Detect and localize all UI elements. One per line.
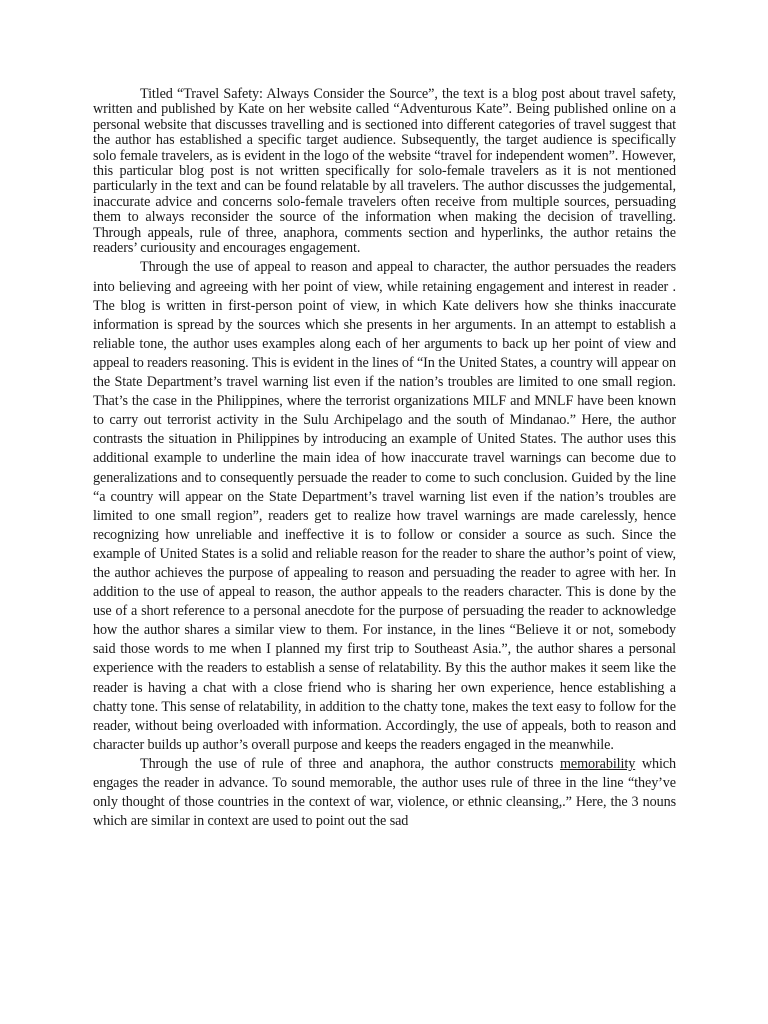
document-page	[93, 87, 676, 831]
paragraph-text-end: which engages the reader in advance. To sound memorable, the author uses rule of three in the line “they’ve only thought of those countries in the context of war, violence, or ethnic cleansing,.” Here, the 3 nouns which are similar in context are used to point out the sad	[93, 755, 676, 830]
underlined-word: memorability	[559, 755, 636, 772]
paragraph-introduction	[93, 87, 676, 256]
paragraph-appeals	[93, 258, 676, 754]
paragraph-text-start: Through the use of rule of three and anaphora, the author constructs	[140, 755, 560, 772]
paragraph-text: Titled “Travel Safety: Always Consider the Source”, the text is a blog post about travel safety, written and published by Kate on her website called “Adventurous Kate”. Being published online on a personal website that discusses travelling and is sectioned into different categories of travel suggest that the author has established a specific target audience. Subsequently, the target audience is specifically solo female travelers, as is evident in the logo of the website “travel for independent women”. However, this particular blog post is not written specifically for solo-female travelers as it is not mentioned particularly in the text and can be found relatable by all travelers. The author discusses the judgemental, inaccurate advice and concerns solo-female travelers often receive from multiple sources, persuading them to always reconsider the source of the information when making the decision of travelling. Through appeals, rule of three, anaphora, comments section and hyperlinks, the author retains the readers’ curiousity and encourages engagement.	[93, 86, 676, 257]
paragraph-rule-of-three	[93, 755, 676, 831]
paragraph-text: Through the use of appeal to reason and appeal to character, the author persuades the readers into believing and agreeing with her point of view, while retaining engagement and interest in reader . The blog is written in first-person point of view, in which Kate delivers how she thinks inaccurate information is spread by the sources which she presents in her arguments. In an attempt to establish a reliable tone, the author uses examples along each of her arguments to back up her point of view and appeal to readers reasoning. This is evident in the lines of “In the United States, a country will appear on the State Department’s travel warning list even if the nation’s troubles are limited to one small region. That’s the case in the Philippines, where the terrorist organizations MILF and MNLF have been known to carry out terrorist activity in the Sulu Archipelago and the south of Mindanao.” Here, the author contrasts the situation in Philippines by introducing an example of United States. The author uses this additional example to underline the main idea of how inaccurate travel warnings can become due to generalizations and to consequently persuade the reader to come to such conclusion. Guided by the line “a country will appear on the State Department’s travel warning list even if the nation’s troubles are limited to one small region”, readers get to realize how travel warnings are made carelessly, hence recognizing how unreliable and ineffective it is to follow or consider a source as such. Since the example of United States is a solid and reliable reason for the reader to share the author’s point of view, the author achieves the purpose of appealing to reason and persuading the reader to agree with her. In addition to the use of appeal to reason, the author appeals to the readers character. This is done by the use of a short reference to a personal anecdote for the purpose of persuading the reader to acknowledge how the author shares a similar view to them. For instance, in the lines “Believe it or not, somebody said those words to me when I planned my first trip to Southeast Asia.”, the author shares a personal experience with the readers to establish a sense of relatability. By this the author makes it seem like the reader is having a chat with a close friend who is sharing her own experience, hence establishing a chatty tone. This sense of relatability, in addition to the chatty tone, makes the text easy to follow for the reader, without being overloaded with information. Accordingly, the use of appeals, both to reason and character builds up author’s overall purpose and keeps the readers engaged in the meanwhile.	[93, 259, 676, 753]
